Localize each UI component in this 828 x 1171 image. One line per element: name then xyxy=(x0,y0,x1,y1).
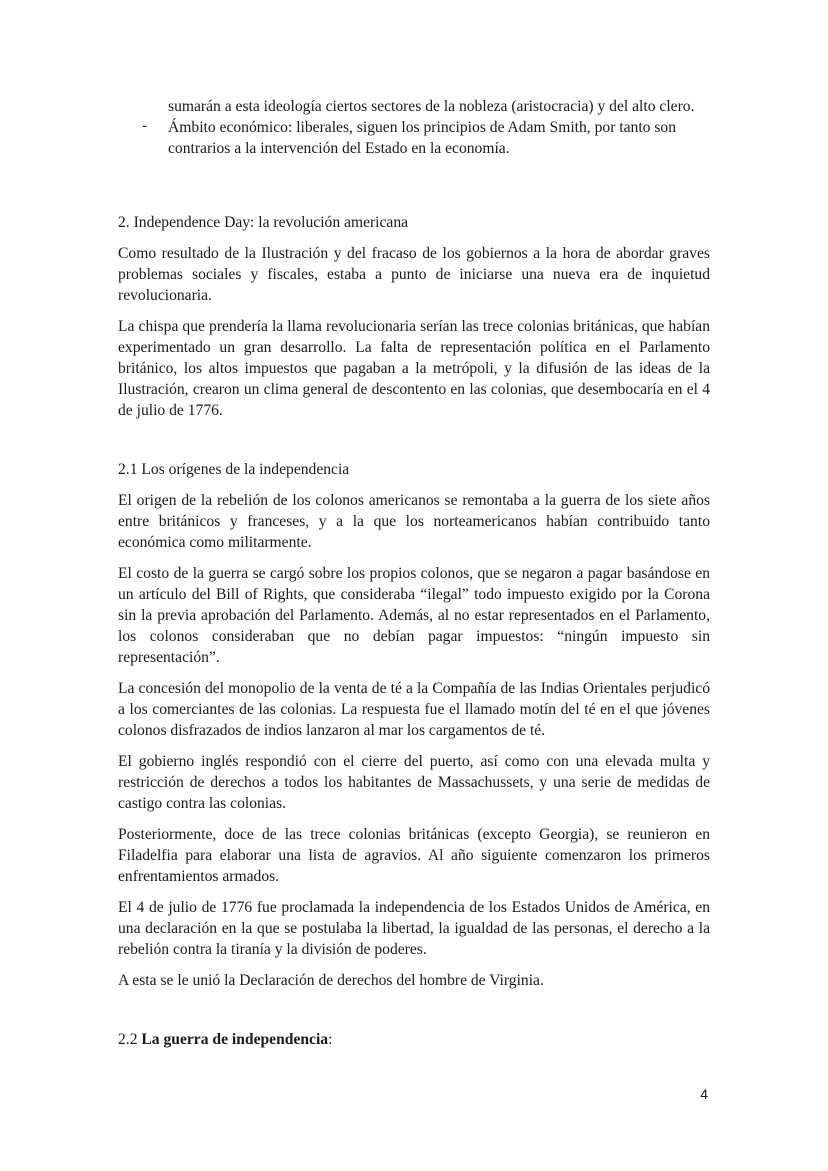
section-2-2-title: La guerra de independencia xyxy=(137,1031,329,1048)
section-2-paragraph-1: Como resultado de la Ilustración y del fracaso de los gobiernos a la hora de abordar graves problemas sociales y fiscales, estaba a punto de iniciarse una nueva era de inquietud revolucionaria. xyxy=(118,245,710,304)
section-2-2-colon: : xyxy=(328,1031,333,1048)
section-2-1-paragraph-4: El gobierno inglés respondió con el cierre del puerto, así como con una elevada multa y restricción de derechos a todos los habitantes de Massachussets, y una serie de medidas de castigo contra las colonias. xyxy=(118,753,710,812)
bullet-item-text: Ámbito económico: liberales, siguen los principios de Adam Smith, por tanto son contrarios a la intervención del Estado en la economía. xyxy=(168,119,677,157)
page-number: 4 xyxy=(700,1086,708,1102)
section-2-1-paragraph-2: El costo de la guerra se cargó sobre los propios colonos, que se negaron a pagar basándose en un artículo del Bill of Rights, que consideraba “ilegal” todo impuesto exigido por la Corona sin la previa aprobación del Parlamento. Además, al no estar representados en el Parlamento, los colonos consideraban que no debían pagar impuestos: “ningún impuesto sin representación”. xyxy=(118,565,710,666)
bullet-item-economic xyxy=(142,117,710,159)
section-2-1-paragraph-7: A esta se le unió la Declaración de derechos del hombre de Virginia. xyxy=(118,972,544,989)
section-2-1-paragraph-1: El origen de la rebelión de los colonos americanos se remontaba a la guerra de los siete años entre británicos y franceses, y a la que los norteamericanos habían contribuido tanto económica como militarmente. xyxy=(118,492,710,551)
section-2-2-heading xyxy=(118,1029,710,1050)
section-2-1-heading: 2.1 Los orígenes de la independencia xyxy=(118,461,350,478)
bullet-dash: - xyxy=(142,117,148,134)
section-2-heading: 2. Independence Day: la revolución americana xyxy=(118,214,409,231)
section-2-1-paragraph-5: Posteriormente, doce de las trece colonias británicas (excepto Georgia), se reunieron en Filadelfia para elaborar una lista de agravios. Al año siguiente comenzaron los primeros enfrentamientos armados. xyxy=(118,826,710,885)
section-2-2-number: 2.2 xyxy=(118,1031,138,1048)
section-2-1-paragraph-6: El 4 de julio de 1776 fue proclamada la independencia de los Estados Unidos de América, en una declaración en la que se postulaba la libertad, la igualdad de las personas, el derecho a la rebelión contra la tiranía y la división de poderes. xyxy=(118,899,710,958)
section-2-paragraph-2: La chispa que prendería la llama revolucionaria serían las trece colonias británicas, que habían experimentado un gran desarrollo. La falta de representación política en el Parlamento británico, los altos impuestos que pagaban a la metrópoli, y la difusión de las ideas de la Ilustración, crearon un clima general de descontento en las colonias, que desembocaría en el 4 de julio de 1776. xyxy=(118,318,710,419)
intro-continuation: sumarán a esta ideología ciertos sectores de la nobleza (aristocracia) y del alto clero. xyxy=(168,98,695,115)
page-content xyxy=(118,96,710,1050)
section-2-1-paragraph-3: La concesión del monopolio de la venta de té a la Compañía de las Indias Orientales perjudicó a los comerciantes de las colonias. La respuesta fue el llamado motín del té en el que jóvenes colonos disfrazados de indios lanzaron al mar los cargamentos de té. xyxy=(118,680,710,739)
